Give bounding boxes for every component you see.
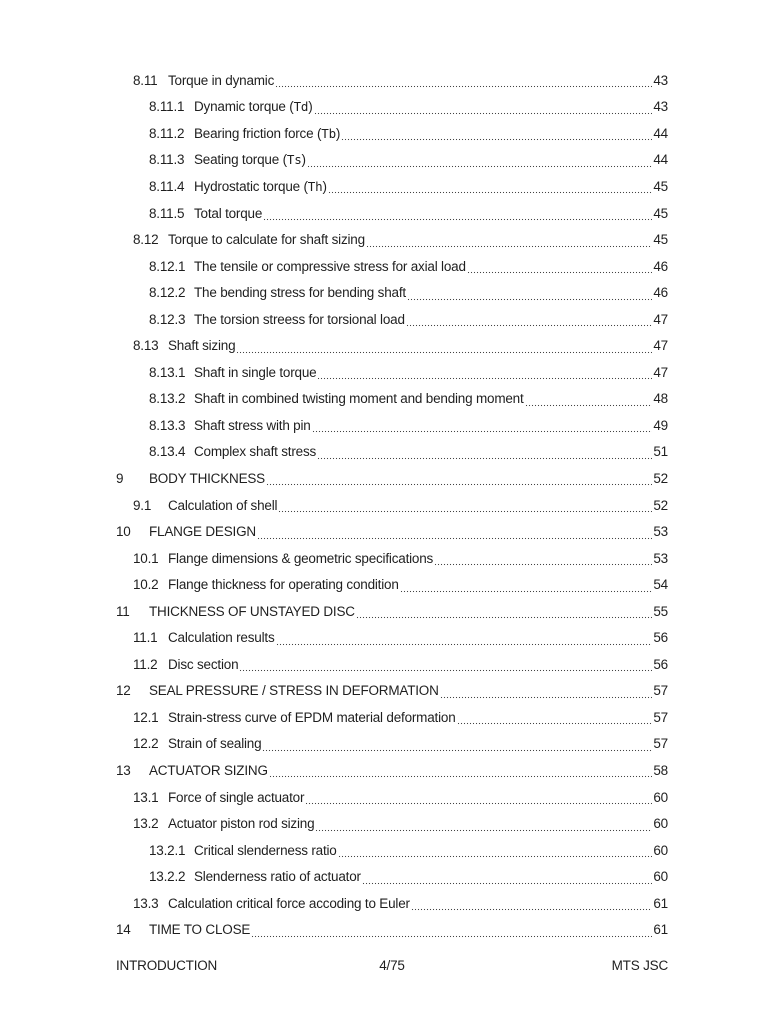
- dot-leader: [266, 474, 652, 486]
- toc-entry[interactable]: [0, 359, 768, 386]
- toc-entry-title: [149, 683, 439, 698]
- toc-entry[interactable]: [0, 386, 768, 413]
- toc-entry[interactable]: [0, 412, 768, 439]
- toc-entry-title: [194, 99, 313, 114]
- toc-entry-title: [149, 524, 256, 539]
- toc-entry-page: 47: [653, 364, 668, 380]
- toc-entry-number: 12.1: [133, 709, 159, 725]
- toc-entry[interactable]: [0, 545, 768, 572]
- dot-leader: [440, 687, 653, 699]
- toc-entry-title-text: Slenderness ratio of actuator: [194, 869, 361, 885]
- toc-entry[interactable]: [0, 306, 768, 333]
- toc-entry-symbol: Th: [307, 178, 323, 194]
- toc-entry-page: 53: [653, 524, 668, 540]
- toc-entry-title: [149, 763, 268, 778]
- toc-entry[interactable]: [0, 704, 768, 731]
- toc-entry[interactable]: [0, 120, 768, 147]
- toc-entry-page: 60: [653, 869, 668, 885]
- toc-entry-title-text: Critical slenderness ratio: [194, 842, 337, 858]
- toc-entry-number: 12.2: [133, 736, 159, 752]
- toc-entry-title-suffix: ): [301, 152, 306, 168]
- toc-entry-symbol: Tb: [321, 125, 336, 141]
- dot-leader: [257, 528, 652, 540]
- toc-entry-title-text: Force of single actuator: [168, 789, 305, 805]
- dot-leader: [263, 209, 652, 221]
- dot-leader: [307, 156, 653, 168]
- toc-entry-title-text: Complex shaft stress: [194, 444, 317, 460]
- toc-entry[interactable]: [0, 837, 768, 864]
- toc-entry-number: 8.11.3: [149, 152, 185, 168]
- toc-entry-title-text: Shaft stress with pin: [194, 417, 311, 433]
- toc-entry-title: [168, 630, 275, 645]
- dot-leader: [305, 793, 652, 805]
- toc-entry[interactable]: [0, 598, 768, 625]
- toc-entry-title: [168, 551, 433, 566]
- toc-entry-title: [149, 922, 250, 937]
- dot-leader: [317, 448, 652, 460]
- toc-entry-number: 8.12.2: [149, 285, 186, 301]
- toc-entry-number: 8.11.2: [149, 125, 185, 141]
- toc-entry-title-suffix: ): [308, 99, 313, 115]
- toc-entry-page: 43: [653, 72, 668, 88]
- toc-entry-title-text: The torsion streess for torsional load: [194, 311, 405, 327]
- toc-entry-title-text: Bearing friction force (: [194, 125, 322, 141]
- toc-entry-number: 10.2: [133, 577, 159, 593]
- toc-entry-title-text: BODY THICKNESS: [149, 470, 265, 486]
- toc-entry-title: [168, 816, 314, 831]
- dot-leader: [328, 182, 653, 194]
- toc-entry-page: 55: [653, 603, 668, 619]
- dot-leader: [275, 76, 652, 88]
- toc-entry-symbol: Td: [293, 99, 309, 115]
- toc-entry-number: 13.2.2: [149, 869, 186, 885]
- toc-entry-page: 53: [653, 550, 668, 566]
- toc-entry-page: 49: [653, 417, 668, 433]
- toc-entry-title: [194, 206, 262, 221]
- dot-leader: [317, 368, 652, 380]
- toc-entry-title: [168, 896, 410, 911]
- toc-entry-page: 44: [653, 125, 668, 141]
- dot-leader: [434, 554, 652, 566]
- toc-entry[interactable]: [0, 624, 768, 651]
- toc-entry-number: 8.13.1: [149, 364, 186, 380]
- toc-entry-title-text: THICKNESS OF UNSTAYED DISC: [149, 603, 355, 619]
- toc-entry-number: 9: [116, 470, 124, 486]
- toc-entry-page: 56: [653, 656, 668, 672]
- toc-entry-title: [194, 285, 406, 300]
- toc-entry-page: 54: [653, 577, 668, 593]
- toc-entry-number: 8.13: [133, 338, 159, 354]
- toc-entry-title-text: Strain of sealing: [168, 736, 262, 752]
- toc-entry-number: 8.13.3: [149, 417, 186, 433]
- toc-entry-page: 61: [653, 895, 668, 911]
- toc-entry-page: 60: [653, 789, 668, 805]
- toc-entry-number: 13.3: [133, 895, 159, 911]
- toc-entry-number: 11.1: [133, 630, 158, 646]
- toc-entry-title-text: Flange thickness for operating condition: [168, 577, 399, 593]
- toc-entry-title-text: Strain-stress curve of EPDM material deformation: [168, 709, 456, 725]
- toc-entry-title: [149, 604, 355, 619]
- toc-entry[interactable]: [0, 226, 768, 253]
- dot-leader: [262, 740, 652, 752]
- toc-entry[interactable]: [0, 253, 768, 280]
- dot-leader: [312, 421, 653, 433]
- toc-entry-title-text: The bending stress for bending shaft: [194, 285, 406, 301]
- dot-leader: [457, 713, 653, 725]
- toc-entry-page: 46: [653, 258, 668, 274]
- toc-entry-title: [149, 471, 265, 486]
- toc-entry-number: 8.13.2: [149, 391, 186, 407]
- dot-leader: [356, 607, 653, 619]
- toc-entry-title-text: Torque in dynamic: [168, 72, 275, 88]
- toc-entry[interactable]: [0, 810, 768, 837]
- toc-entry-page: 52: [653, 497, 668, 513]
- toc-entry-page: 43: [653, 99, 668, 115]
- toc-entry-number: 14: [116, 922, 131, 938]
- toc-entry-title: [168, 657, 238, 672]
- toc-entry-title-text: Actuator piston rod sizing: [168, 816, 315, 832]
- toc-entry-title: [168, 710, 456, 725]
- toc-entry-page: 47: [653, 311, 668, 327]
- toc-entry-title: [194, 391, 524, 406]
- toc-entry-number: 9.1: [133, 497, 152, 513]
- toc-entry-page: 57: [653, 709, 668, 725]
- toc-entry-title: [194, 869, 361, 884]
- toc-entry-page: 57: [653, 683, 668, 699]
- toc-entry[interactable]: [0, 332, 768, 359]
- toc-entry-number: 13.2.1: [149, 842, 186, 858]
- toc-entry-page: 48: [653, 391, 668, 407]
- toc-entry-number: 8.12.3: [149, 311, 186, 327]
- toc-entry-number: 8.11.5: [149, 205, 185, 221]
- toc-entry-page: 61: [653, 922, 668, 938]
- toc-entry-page: 60: [653, 842, 668, 858]
- toc-entry[interactable]: [0, 94, 768, 121]
- toc-entry-number: 8.11.1: [149, 99, 185, 115]
- toc-entry[interactable]: [0, 67, 768, 94]
- toc-entry-title: [168, 577, 399, 592]
- dot-leader: [278, 501, 652, 513]
- toc-entry-title-text: Torque to calculate for shaft sizing: [168, 232, 365, 248]
- page-number: 4/75: [379, 958, 405, 973]
- dot-leader: [362, 873, 653, 885]
- toc-entry[interactable]: [0, 279, 768, 306]
- toc-entry-title-text: Calculation results: [168, 630, 275, 646]
- toc-entry[interactable]: [0, 147, 768, 174]
- toc-entry-number: 13: [116, 762, 131, 778]
- toc-entry-number: 13.1: [133, 789, 159, 805]
- toc-entry-title: [194, 365, 316, 380]
- toc-entry-page: 45: [653, 205, 668, 221]
- toc-entry[interactable]: [0, 465, 768, 492]
- toc-entry-page: 58: [653, 762, 668, 778]
- toc-entry-number: 8.13.4: [149, 444, 186, 460]
- toc-entry-page: 47: [653, 338, 668, 354]
- toc-entry-title-suffix: ): [335, 125, 341, 141]
- dot-leader: [406, 315, 653, 327]
- toc-entry-title: [168, 232, 365, 247]
- toc-entry[interactable]: [0, 651, 768, 678]
- toc-entry-title: [194, 126, 340, 141]
- toc-entry-title: [168, 790, 304, 805]
- toc-entry[interactable]: [0, 492, 768, 519]
- toc-entry-title-text: Dynamic torque (: [194, 99, 294, 115]
- toc-entry-page: 56: [653, 630, 668, 646]
- toc-entry[interactable]: [0, 518, 768, 545]
- toc-entry-page: 51: [653, 444, 668, 460]
- toc-entry-title: [194, 179, 327, 194]
- toc-entry-title: [168, 498, 277, 513]
- dot-leader: [400, 581, 653, 593]
- toc-entry[interactable]: [0, 863, 768, 890]
- toc-entry-title: [194, 312, 405, 327]
- toc-entry-title-text: Disc section: [168, 656, 239, 672]
- dot-leader: [407, 289, 652, 301]
- toc-entry-page: 60: [653, 816, 668, 832]
- toc-entry-page: 44: [653, 152, 668, 168]
- toc-entry-number: 8.12.1: [149, 258, 186, 274]
- toc-entry-title: [194, 152, 306, 167]
- toc-entry-title: [194, 259, 466, 274]
- toc-entry-title-text: Calculation of shell: [168, 497, 278, 513]
- toc-entry-page: 52: [653, 470, 668, 486]
- footer-section: INTRODUCTION: [116, 958, 218, 973]
- dot-leader: [239, 660, 652, 672]
- toc-entry-title-text: Shaft sizing: [168, 338, 236, 354]
- toc-entry-title-text: Calculation critical force accoding to Euler: [168, 895, 410, 911]
- dot-leader: [276, 634, 653, 646]
- toc-entry-title-text: TIME TO CLOSE: [149, 922, 251, 938]
- toc-entry-title-text: Seating torque (: [194, 152, 287, 168]
- toc-entry-number: 12: [116, 683, 131, 699]
- page-footer: [116, 958, 668, 980]
- dot-leader: [251, 926, 652, 938]
- dot-leader: [315, 820, 652, 832]
- toc-entry-title-text: FLANGE DESIGN: [149, 524, 256, 540]
- table-of-contents: [0, 67, 768, 943]
- toc-entry[interactable]: [0, 757, 768, 784]
- toc-entry-title: [194, 444, 316, 459]
- toc-entry-page: 57: [653, 736, 668, 752]
- dot-leader: [314, 103, 653, 115]
- toc-entry-number: 11.2: [133, 656, 158, 672]
- toc-entry-title-text: Hydrostatic torque (: [194, 178, 308, 194]
- toc-entry-symbol: Ts: [286, 152, 302, 168]
- toc-entry-number: 11: [116, 603, 130, 619]
- toc-entry-title-text: ACTUATOR SIZING: [149, 762, 268, 778]
- toc-entry[interactable]: [0, 173, 768, 200]
- dot-leader: [338, 846, 653, 858]
- toc-entry-page: 46: [653, 285, 668, 301]
- toc-entry[interactable]: [0, 571, 768, 598]
- toc-entry-page: 45: [653, 178, 668, 194]
- toc-entry-title-text: The tensile or compressive stress for axial load: [194, 258, 466, 274]
- toc-entry-title-text: Shaft in single torque: [194, 364, 317, 380]
- toc-entry-title-text: Total torque: [194, 205, 263, 221]
- toc-entry[interactable]: [0, 784, 768, 811]
- toc-entry-title: [168, 736, 261, 751]
- footer-company: MTS JSC: [611, 958, 668, 973]
- toc-entry-title-text: Shaft in combined twisting moment and bending moment: [194, 391, 524, 407]
- toc-entry[interactable]: [0, 200, 768, 227]
- toc-entry[interactable]: [0, 917, 768, 944]
- toc-entry[interactable]: [0, 678, 768, 705]
- toc-entry-number: 13.2: [133, 816, 159, 832]
- toc-entry-title-text: Flange dimensions & geometric specifications: [168, 550, 434, 566]
- toc-entry[interactable]: [0, 731, 768, 758]
- toc-entry[interactable]: [0, 439, 768, 466]
- toc-entry-number: 10.1: [133, 550, 159, 566]
- toc-entry-number: 8.11: [133, 72, 158, 88]
- dot-leader: [341, 129, 652, 141]
- dot-leader: [411, 899, 653, 911]
- dot-leader: [525, 395, 653, 407]
- dot-leader: [467, 262, 653, 274]
- toc-entry-title-text: SEAL PRESSURE / STRESS IN DEFORMATION: [149, 683, 439, 699]
- toc-entry-page: 45: [653, 232, 668, 248]
- toc-entry-number: 10: [116, 524, 131, 540]
- dot-leader: [236, 342, 652, 354]
- toc-entry-title: [194, 843, 337, 858]
- dot-leader: [366, 236, 652, 248]
- toc-entry-number: 8.11.4: [149, 178, 185, 194]
- toc-entry-number: 8.12: [133, 232, 159, 248]
- toc-entry-title: [168, 73, 274, 88]
- dot-leader: [269, 766, 653, 778]
- toc-entry-title: [168, 338, 235, 353]
- toc-entry[interactable]: [0, 890, 768, 917]
- toc-entry-title-suffix: ): [322, 178, 327, 194]
- toc-entry-title: [194, 418, 311, 433]
